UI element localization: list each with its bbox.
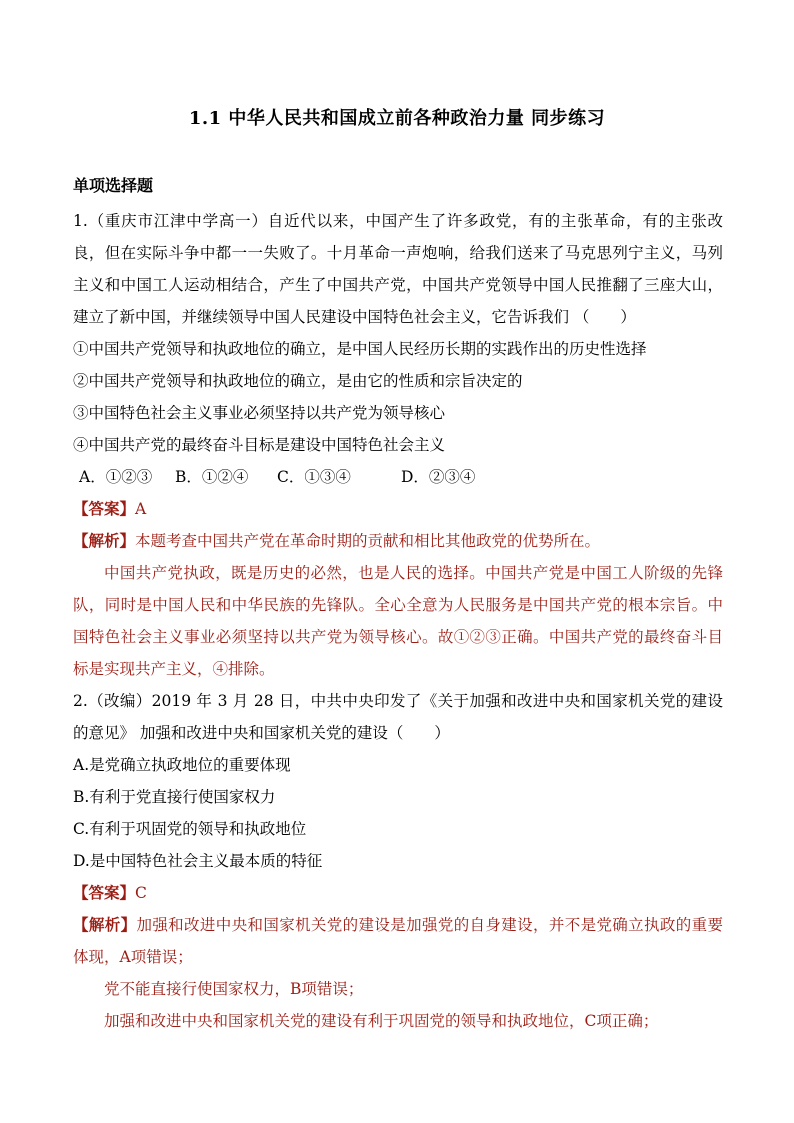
option-c: C．①③④ bbox=[277, 468, 351, 486]
option-a: A．①②③ bbox=[79, 468, 153, 486]
question-1-answer bbox=[73, 493, 723, 525]
question-1-item: ④中国共产党的最终奋斗目标是建设中国特色社会主义 bbox=[73, 436, 446, 454]
question-2-analysis-b: 党不能直接行使国家权力，B项错误； bbox=[104, 980, 364, 998]
analysis-text: 本题考查中国共产党在革命时期的贡献和相比其他政党的优势所在。 bbox=[135, 532, 601, 550]
question-1-analysis bbox=[73, 525, 723, 557]
question-1-item: ③中国特色社会主义事业必须坚持以共产党为领导核心 bbox=[73, 404, 446, 422]
option-a: A.是党确立执政地位的重要体现 bbox=[73, 756, 291, 774]
option-b: B.有利于党直接行使国家权力 bbox=[73, 788, 276, 806]
answer-value: C bbox=[135, 884, 147, 902]
option-d: D.是中国特色社会主义最本质的特征 bbox=[73, 852, 323, 870]
answer-label: 【答案】 bbox=[73, 883, 136, 902]
question-1-analysis-detail: 中国共产党执政，既是历史的必然，也是人民的选择。中国共产党是中国工人阶级的先锋队，同时是中国人民和中华民族的先锋队。全心全意为人民服务是中国共产党的根本宗旨。中国特色社会主义事业必须坚持以共产党为领导核心。故①②③正确。中国共产党的最终奋斗目标是实现共产主义，④排除。 bbox=[73, 564, 723, 678]
answer-value: A bbox=[135, 500, 147, 518]
question-1-stem: 1.（重庆市江津中学高一）自近代以来，中国产生了许多政党，有的主张革命，有的主张改良，但在实际斗争中都一一失败了。十月革命一声炮响，给我们送来了马克思列宁主义，马列主义和中国工人运动相结合，产生了中国共产党，中国共产党领导中国人民推翻了三座大山，建立了新中国，并继续领导中国人民建设中国特色社会主义，它告诉我们 （ ） bbox=[73, 212, 723, 326]
analysis-text: 加强和改进中央和国家机关党的建设是加强党的自身建设，并不是党确立执政的重要体现，A项错误； bbox=[73, 916, 723, 966]
question-2-answer bbox=[73, 877, 723, 909]
question-1-options bbox=[73, 461, 723, 493]
option-c: C.有利于巩固党的领导和执政地位 bbox=[73, 820, 307, 838]
option-b: B．①②④ bbox=[175, 468, 249, 486]
page-title: 1.1 中华人民共和国成立前各种政治力量 同步练习 bbox=[188, 108, 606, 129]
document-body bbox=[73, 175, 723, 1037]
question-2-analysis-c: 加强和改进中央和国家机关党的建设有利于巩固党的领导和执政地位，C项正确； bbox=[104, 1012, 659, 1030]
section-title: 单项选择题 bbox=[73, 176, 154, 195]
question-2-analysis bbox=[73, 909, 723, 973]
answer-label: 【答案】 bbox=[73, 499, 136, 518]
analysis-label: 【解析】 bbox=[73, 915, 137, 934]
question-2-stem: 2.（改编）2019 年 3 月 28 日，中共中央印发了《关于加强和改进中央和国家机关党的建设的意见》 加强和改进中央和国家机关党的建设（ ） bbox=[73, 692, 723, 742]
option-d: D．②③④ bbox=[401, 468, 476, 486]
question-1-item: ②中国共产党领导和执政地位的确立，是由它的性质和宗旨决定的 bbox=[73, 372, 523, 390]
question-1-item: ①中国共产党领导和执政地位的确立，是中国人民经历长期的实践作出的历史性选择 bbox=[73, 340, 647, 358]
analysis-label: 【解析】 bbox=[73, 531, 136, 550]
